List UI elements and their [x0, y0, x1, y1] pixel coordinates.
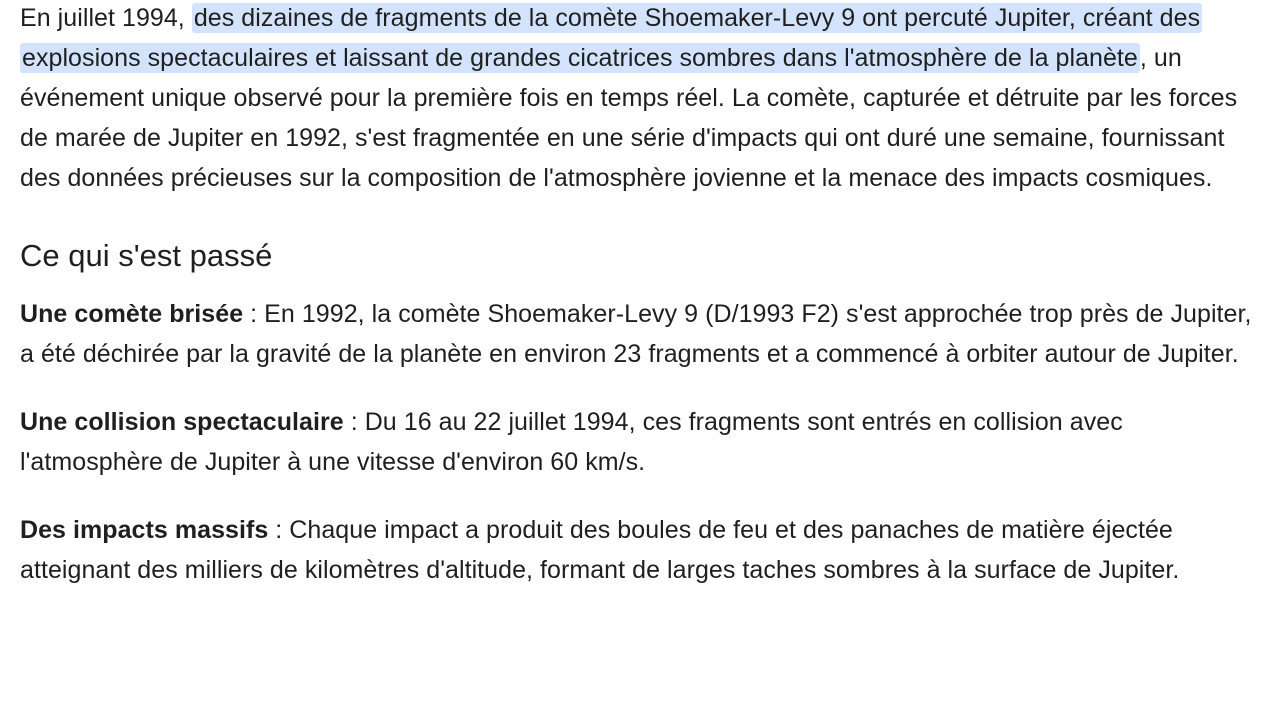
item-text: : En 1992, la comète Shoemaker-Levy 9 (D/1993 F2) s'est approchée trop près de Jupiter, a été déchirée par la gravité de la planète en environ 23 fragments et a commencé à orbiter autour de Jupiter.	[20, 300, 1252, 368]
intro-lead: En juillet 1994,	[20, 4, 192, 32]
intro-rest: , un événement unique observé pour la première fois en temps réel. La comète, capturée et détruite par les forces de marée de Jupiter en 1992, s'est fragmentée en une série d'impacts qui ont duré une semaine, fournissant des données précieuses sur la composition de l'atmosphère jovienne et la menace des impacts cosmiques.	[20, 44, 1238, 192]
item-term: Une comète brisée	[20, 300, 244, 328]
list-item	[20, 294, 1265, 374]
section-heading: Ce qui s'est passé	[20, 238, 273, 273]
intro-paragraph	[20, 0, 1265, 198]
article-content	[20, 0, 1265, 590]
highlighted-passage[interactable]: des dizaines de fragments de la comète Shoemaker-Levy 9 ont percuté Jupiter, créant des explosions spectaculaires et laissant de grandes cicatrices sombres dans l'atmosphère de la planète	[22, 4, 1201, 72]
item-term: Des impacts massifs	[20, 516, 269, 544]
list-item	[20, 402, 1265, 482]
item-text: : Chaque impact a produit des boules de feu et des panaches de matière éjectée atteignant des milliers de kilomètres d'altitude, formant de larges taches sombres à la surface de Jupiter.	[20, 516, 1180, 584]
list-item	[20, 510, 1265, 590]
item-text: : Du 16 au 22 juillet 1994, ces fragments sont entrés en collision avec l'atmosphère de Jupiter à une vitesse d'environ 60 km/s.	[20, 408, 1123, 476]
item-term: Une collision spectaculaire	[20, 408, 344, 436]
